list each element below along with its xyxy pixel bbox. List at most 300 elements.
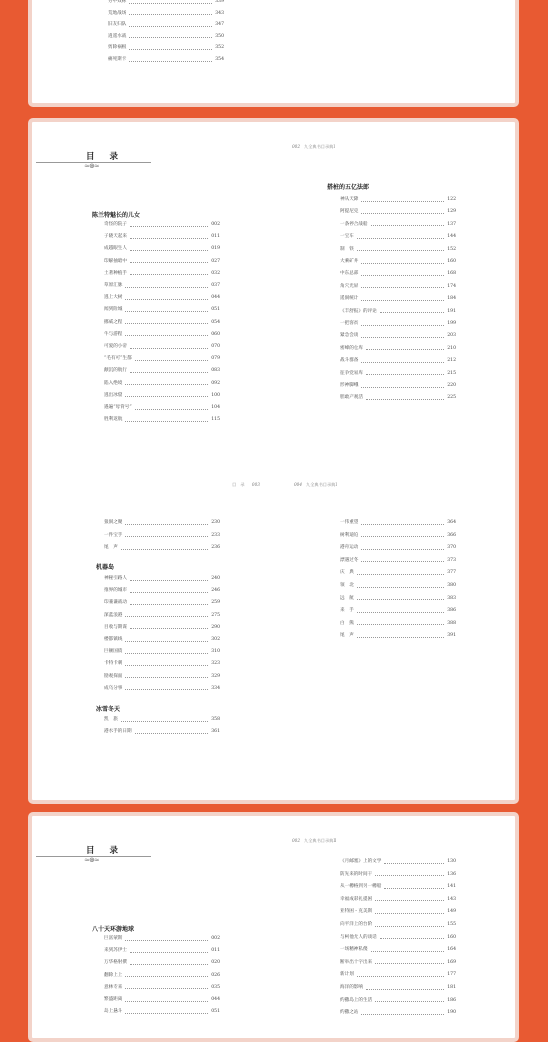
toc-entry-title: 一场精神私傻 <box>340 947 368 953</box>
toc-entry[interactable] <box>340 896 456 904</box>
toc-page-card-3 <box>28 812 519 1042</box>
toc-entry-page: 122 <box>447 197 456 202</box>
toc-entry-page: 141 <box>447 884 456 890</box>
dot-leader <box>375 926 444 927</box>
toc-entry-title: 岛上悬斗 <box>104 1009 123 1015</box>
dot-leader <box>371 951 445 952</box>
toc-entry[interactable] <box>340 519 456 527</box>
toc-entry[interactable] <box>104 716 220 724</box>
toc-entry[interactable] <box>340 959 456 967</box>
toc-entry-page: 364 <box>447 520 456 525</box>
toc-entry[interactable] <box>104 258 220 266</box>
dot-leader <box>130 372 208 373</box>
toc-entry-page: 220 <box>447 383 456 388</box>
toc-entry-title: 深蓝浪港 <box>104 612 123 618</box>
toc-entry-page: 044 <box>211 295 220 301</box>
toc-entry[interactable] <box>104 519 220 527</box>
dot-leader <box>125 976 208 977</box>
ornament-icon: ≈⊛≈ <box>84 162 99 170</box>
dot-leader <box>361 201 444 202</box>
toc-entry-page: 174 <box>447 283 456 289</box>
toc-entry-title: 挪威之程 <box>104 319 123 325</box>
dot-leader <box>125 335 208 336</box>
toc-entry-title: 神从天降 <box>340 197 359 202</box>
toc-entry-title: 痛死斯卡 <box>108 57 127 62</box>
toc-entry[interactable] <box>340 308 456 316</box>
toc-entry-title: 密峰的仓库 <box>340 345 363 351</box>
toc-page-card-1 <box>28 0 519 107</box>
toc-entry[interactable] <box>104 343 220 351</box>
toc-entry-title: 逃上大树 <box>104 295 123 301</box>
running-footer-mid <box>232 482 264 488</box>
toc-entry[interactable] <box>104 233 220 241</box>
dot-leader <box>125 940 208 941</box>
dot-leader <box>361 387 444 388</box>
toc-entry-page: 377 <box>447 570 456 576</box>
toc-entry-page: 302 <box>211 637 220 642</box>
dot-leader <box>129 37 212 38</box>
toc-entry-page: 225 <box>447 395 456 401</box>
toc-entry-page: 391 <box>447 633 456 639</box>
dot-leader <box>135 360 209 361</box>
toc-entry-page: 383 <box>447 595 456 601</box>
toc-entry-title: 海洋的影响 <box>340 985 363 990</box>
toc-entry[interactable] <box>104 959 220 967</box>
toc-entry-page: 215 <box>447 370 456 376</box>
dot-leader <box>129 3 212 4</box>
dot-leader <box>130 348 208 349</box>
toc-entry-title: 颠沉的航行 <box>104 368 127 374</box>
running-title: 九全典书目录典Ⅱ <box>304 838 337 843</box>
dot-leader <box>130 964 208 965</box>
toc-entry[interactable] <box>340 595 456 603</box>
dot-leader <box>375 900 444 901</box>
dot-leader <box>357 624 444 625</box>
dot-leader <box>366 349 444 350</box>
toc-entry[interactable] <box>104 673 220 681</box>
toc-entry-title: 大乘矿井 <box>340 259 359 264</box>
toc-entry[interactable] <box>104 648 220 656</box>
toc-entry-title: 一把客贫 <box>340 321 359 326</box>
toc-entry-page: 002 <box>211 222 220 227</box>
toc-entry-page: 079 <box>211 356 220 362</box>
toc-entry-title: 遥洞统计 <box>340 296 359 302</box>
dot-leader <box>125 384 208 385</box>
toc-entry-page: 152 <box>447 246 456 252</box>
toc-entry-title: 子晓天起来 <box>104 234 127 240</box>
dot-leader <box>129 49 212 50</box>
dot-leader <box>357 250 444 251</box>
toc-entry[interactable] <box>340 382 456 390</box>
toc-entry-page: 104 <box>211 405 220 410</box>
toc-entry-page: 169 <box>447 959 456 965</box>
running-header-mid <box>294 482 337 488</box>
toc-entry-title: 分中效称 <box>108 0 127 4</box>
toc-entry-page: 037 <box>211 283 220 288</box>
toc-entry[interactable] <box>108 56 224 64</box>
toc-entry[interactable] <box>340 908 456 916</box>
toc-entry-page: 352 <box>215 45 224 51</box>
toc-entry-page: 361 <box>211 729 220 735</box>
toc-entry-page: 210 <box>447 345 456 351</box>
page-number: 002 <box>292 838 300 843</box>
toc-entry[interactable] <box>104 282 220 290</box>
dot-leader <box>130 274 208 275</box>
toc-entry[interactable] <box>340 1009 456 1017</box>
dot-leader <box>125 1013 208 1014</box>
toc-entry[interactable] <box>340 946 456 954</box>
toc-entry-title: 紧急会谈 <box>340 333 359 339</box>
dot-leader <box>135 733 209 734</box>
toc-entry[interactable] <box>104 685 220 693</box>
dot-leader <box>357 574 444 575</box>
toc-entry-page: 051 <box>211 307 220 313</box>
toc-entry[interactable] <box>340 582 456 590</box>
running-title: 九全典书目录典Ⅰ <box>304 144 335 149</box>
toc-entry-title: 奇怪的院子 <box>104 222 127 227</box>
toc-entry-page: 388 <box>447 620 456 626</box>
dot-leader <box>130 580 208 581</box>
toc-entry-title: 神秘引路人 <box>104 576 127 581</box>
toc-entry[interactable] <box>340 858 456 866</box>
dot-leader <box>357 238 444 239</box>
toc-entry-page: 143 <box>447 896 456 902</box>
dot-leader <box>121 549 208 550</box>
toc-entry-title: 来到苏伊士 <box>104 948 127 954</box>
toc-entry-title: 阿提尼克 <box>340 209 359 215</box>
toc-entry-page: 092 <box>211 380 220 386</box>
toc-entry-title: 印兼谦战动 <box>104 600 127 606</box>
toc-entry-page: 323 <box>211 661 220 667</box>
dot-leader <box>129 61 212 62</box>
toc-entry-title: 闻到险城 <box>104 307 123 313</box>
toc-entry-page: 100 <box>211 392 220 398</box>
toc-entry-page: 035 <box>211 984 220 990</box>
toc-entry[interactable] <box>340 233 456 241</box>
toc-entry[interactable] <box>340 357 456 365</box>
dot-leader <box>357 612 444 613</box>
toc-entry-title: 荒地战场 <box>108 10 127 16</box>
page-number: 003 <box>251 482 260 487</box>
toc-entry-title: 逃出冰窟 <box>104 392 123 398</box>
dot-leader <box>125 677 208 678</box>
toc-entry[interactable] <box>340 997 456 1005</box>
dot-leader <box>125 641 208 642</box>
toc-entry[interactable] <box>104 575 220 583</box>
page-number: 004 <box>294 482 302 487</box>
toc-entry-title: 庆 典 <box>340 570 354 576</box>
running-title: 九全典书目录典Ⅰ <box>306 482 337 487</box>
toc-entry[interactable] <box>340 295 456 303</box>
toc-entry[interactable] <box>340 557 456 565</box>
toc-entry-page: 011 <box>211 234 220 240</box>
toc-entry-page: 190 <box>447 1010 456 1016</box>
dot-leader <box>384 888 444 889</box>
toc-entry-title: 从一樽格到另一樽船 <box>340 884 382 890</box>
toc-entry-title: 征争党易库 <box>340 370 363 376</box>
toc-entry[interactable] <box>340 394 456 402</box>
toc-entry[interactable] <box>108 44 224 52</box>
toc-entry[interactable] <box>104 984 220 992</box>
toc-entry[interactable] <box>104 294 220 302</box>
toc-entry[interactable] <box>340 971 456 979</box>
toc-entry-title: 可爱的小帝 <box>104 344 127 349</box>
toc-entry-page: 246 <box>211 588 220 594</box>
toc-entry-title: 白 熊 <box>340 620 354 626</box>
toc-entry[interactable] <box>104 972 220 980</box>
toc-entry-page: 290 <box>211 624 220 630</box>
section-title: 冰雪冬天 <box>96 706 121 713</box>
toc-entry[interactable] <box>340 532 456 540</box>
toc-entry-page: 339 <box>215 0 224 4</box>
section-title: 搭桩的五亿法郎 <box>327 184 370 191</box>
toc-entry-page: 019 <box>211 246 220 252</box>
toc-entry-page: 177 <box>447 972 456 978</box>
toc-entry[interactable] <box>340 208 456 216</box>
dot-leader <box>125 988 208 989</box>
toc-entry[interactable] <box>340 320 456 328</box>
toc-entry-page: 020 <box>211 960 220 966</box>
toc-entry-page: 259 <box>211 600 220 606</box>
dot-leader <box>130 238 208 239</box>
toc-entry[interactable] <box>104 660 220 668</box>
toc-entry[interactable] <box>104 331 220 339</box>
toc-entry-page: 199 <box>447 321 456 326</box>
toc-entry[interactable] <box>340 921 456 929</box>
section-title: 陈兰特魅长的儿女 <box>92 212 141 219</box>
dot-leader <box>375 963 444 964</box>
toc-entry-title: 领 北 <box>340 583 354 588</box>
toc-entry[interactable] <box>340 221 456 229</box>
toc-entry[interactable] <box>340 283 456 291</box>
toc-entry[interactable] <box>104 624 220 632</box>
dot-leader <box>375 913 444 914</box>
toc-entry-title: 草原汇脉 <box>104 283 123 288</box>
toc-entry[interactable] <box>108 0 224 6</box>
toc-entry[interactable] <box>104 636 220 644</box>
toc-entry-title: 万华格射撰 <box>104 960 127 966</box>
toc-entry-title: 尾 声 <box>104 545 118 551</box>
toc-entry-page: 026 <box>211 972 220 978</box>
toc-entry[interactable] <box>340 984 456 992</box>
dot-leader <box>380 312 444 313</box>
toc-entry-title: 约撒之站 <box>340 1010 359 1016</box>
toc-entry[interactable] <box>104 996 220 1004</box>
toc-entry-page: 310 <box>211 649 220 655</box>
toc-entry-title: 印解抽暗中 <box>104 258 127 264</box>
toc-entry-title: 陷入绝境 <box>104 380 123 386</box>
toc-entry-title: 战斗群备 <box>340 358 359 364</box>
toc-entry[interactable] <box>104 947 220 955</box>
toc-entry[interactable] <box>104 392 220 400</box>
toc-entry-page: 358 <box>211 717 220 722</box>
toc-entry-page: 354 <box>215 57 224 62</box>
toc-entry-title: 土著种植手 <box>104 270 127 276</box>
dot-leader <box>125 653 208 654</box>
toc-entry-page: 129 <box>447 209 456 215</box>
toc-entry-title: 繁盛距离 <box>104 997 123 1002</box>
toc-entry[interactable] <box>340 934 456 942</box>
dot-leader <box>361 362 444 363</box>
toc-entry-title: 成越眼生人 <box>104 246 127 252</box>
toc-entry-page: 366 <box>447 532 456 538</box>
page-number: 002 <box>292 144 300 149</box>
toc-entry-page: 054 <box>211 319 220 325</box>
toc-entry-title: 远 航 <box>340 595 354 601</box>
toc-entry-page: 373 <box>447 557 456 563</box>
dot-leader <box>361 287 444 288</box>
contents-heading: 目 录 <box>86 152 124 162</box>
toc-entry-title: 断举出十字出来 <box>340 959 373 965</box>
dot-leader <box>357 637 444 638</box>
toc-entry-title: 凯 旅 <box>104 717 118 722</box>
toc-entry[interactable] <box>104 380 220 388</box>
dot-leader <box>125 689 208 690</box>
toc-entry[interactable] <box>340 258 456 266</box>
toc-entry-title: 一条停合战船 <box>340 221 368 227</box>
running-header-top <box>292 838 336 844</box>
toc-entry[interactable] <box>108 33 224 41</box>
toc-entry-title: 剪除祸根 <box>108 45 127 51</box>
toc-entry-page: 002 <box>211 936 220 941</box>
toc-entry[interactable] <box>104 221 220 229</box>
toc-entry-title: 胜利返航 <box>104 417 123 423</box>
section-title: 八十天环游地球 <box>92 926 135 933</box>
toc-entry-page: 144 <box>447 234 456 240</box>
toc-entry[interactable] <box>104 612 220 620</box>
toc-entry-page: 160 <box>447 259 456 264</box>
toc-entry-page: 184 <box>447 296 456 302</box>
toc-entry-page: 233 <box>211 532 220 538</box>
toc-entry[interactable] <box>104 416 220 424</box>
toc-entry[interactable] <box>108 21 224 29</box>
toc-entry-title: 亚特困・克美斯 <box>340 909 373 915</box>
dot-leader <box>375 1001 444 1002</box>
dot-leader <box>125 323 208 324</box>
toc-entry[interactable] <box>340 871 456 879</box>
dot-leader <box>125 421 208 422</box>
dot-leader <box>366 989 444 990</box>
dot-leader <box>130 592 208 593</box>
toc-entry-page: 155 <box>447 922 456 927</box>
toc-entry-page: 027 <box>211 258 220 264</box>
toc-entry[interactable] <box>104 404 220 412</box>
dot-leader <box>125 287 208 288</box>
dot-leader <box>129 26 212 27</box>
toc-entry[interactable] <box>104 1008 220 1016</box>
toc-entry-page: 051 <box>211 1009 220 1015</box>
dot-leader <box>130 604 208 605</box>
toc-entry-title: 向平洋上的台阶 <box>340 922 373 927</box>
toc-entry-title: 巨额国债 <box>104 649 123 655</box>
dot-leader <box>361 213 444 214</box>
toc-entry-title: 新计划 <box>340 972 354 978</box>
dot-leader <box>125 616 208 617</box>
toc-entry-title: 推界的城市 <box>104 588 127 594</box>
dot-leader <box>361 263 444 264</box>
toc-entry[interactable] <box>340 569 456 577</box>
toc-entry[interactable] <box>340 345 456 353</box>
toc-entry-page: 329 <box>211 673 220 679</box>
toc-entry-page: 370 <box>447 545 456 551</box>
toc-entry[interactable] <box>104 935 220 943</box>
toc-entry[interactable] <box>340 607 456 615</box>
dot-leader <box>125 311 208 312</box>
toc-entry[interactable] <box>104 728 220 736</box>
toc-entry-title: 树利迪迫 <box>340 532 359 538</box>
toc-entry-page: 136 <box>447 871 456 877</box>
toc-entry-page: 070 <box>211 344 220 349</box>
toc-entry[interactable] <box>340 544 456 552</box>
dot-leader <box>357 587 444 588</box>
toc-entry-title: 角穴光屏 <box>340 283 359 289</box>
toc-entry[interactable] <box>340 270 456 278</box>
toc-entry-page: 334 <box>211 685 220 691</box>
toc-entry[interactable] <box>104 532 220 540</box>
toc-entry[interactable] <box>104 599 220 607</box>
toc-entry[interactable] <box>340 620 456 628</box>
toc-entry-title: 意林专来 <box>104 984 123 990</box>
section-title: 机器岛 <box>96 564 115 571</box>
toc-entry-title: 勘观探面 <box>104 673 123 679</box>
toc-entry-title: 来 手 <box>340 608 354 614</box>
toc-entry-page: 275 <box>211 612 220 618</box>
toc-entry[interactable] <box>104 367 220 375</box>
footer-label: 目 录 <box>232 482 245 487</box>
toc-entry[interactable] <box>104 245 220 253</box>
toc-entry-title: 胆敢产观活 <box>340 395 363 401</box>
toc-entry[interactable] <box>340 632 456 640</box>
dot-leader <box>125 396 208 397</box>
toc-entry[interactable] <box>104 544 220 552</box>
dot-leader <box>125 299 208 300</box>
dot-leader <box>135 409 209 410</box>
toc-entry-page: 191 <box>447 308 456 314</box>
toc-entry-title: 成乌分事 <box>104 685 123 691</box>
dot-leader <box>361 1014 444 1015</box>
toc-entry[interactable] <box>340 332 456 340</box>
toc-entry[interactable] <box>104 355 220 363</box>
toc-entry-title: 中东总部 <box>340 271 359 277</box>
toc-entry[interactable] <box>108 10 224 18</box>
dot-leader <box>366 399 444 400</box>
toc-entry-page: 032 <box>211 270 220 276</box>
dot-leader <box>130 262 208 263</box>
toc-entry[interactable] <box>104 306 220 314</box>
toc-entry[interactable] <box>104 319 220 327</box>
toc-entry-title: 一伟重望 <box>340 520 359 525</box>
dot-leader <box>361 300 444 301</box>
toc-entry[interactable] <box>340 883 456 891</box>
toc-entry[interactable] <box>104 270 220 278</box>
toc-entry[interactable] <box>340 196 456 204</box>
toc-entry-page: 160 <box>447 934 456 940</box>
toc-entry-title: 一宝车 <box>340 234 354 240</box>
toc-entry-title: 楼都镇线 <box>104 637 123 642</box>
toc-entry-page: 060 <box>211 331 220 337</box>
toc-entry[interactable] <box>340 370 456 378</box>
dot-leader <box>361 275 444 276</box>
dot-leader <box>361 549 444 550</box>
toc-entry-title: 幸福成彩礼提困 <box>340 896 373 902</box>
toc-entry-title: “毛有可”生都 <box>104 356 132 362</box>
toc-entry-page: 240 <box>211 576 220 581</box>
toc-entry[interactable] <box>340 246 456 254</box>
toc-entry-page: 230 <box>211 520 220 525</box>
toc-entry[interactable] <box>104 587 220 595</box>
toc-entry-page: 130 <box>447 859 456 864</box>
toc-entry-title: 约撒岛上的生活 <box>340 997 373 1003</box>
